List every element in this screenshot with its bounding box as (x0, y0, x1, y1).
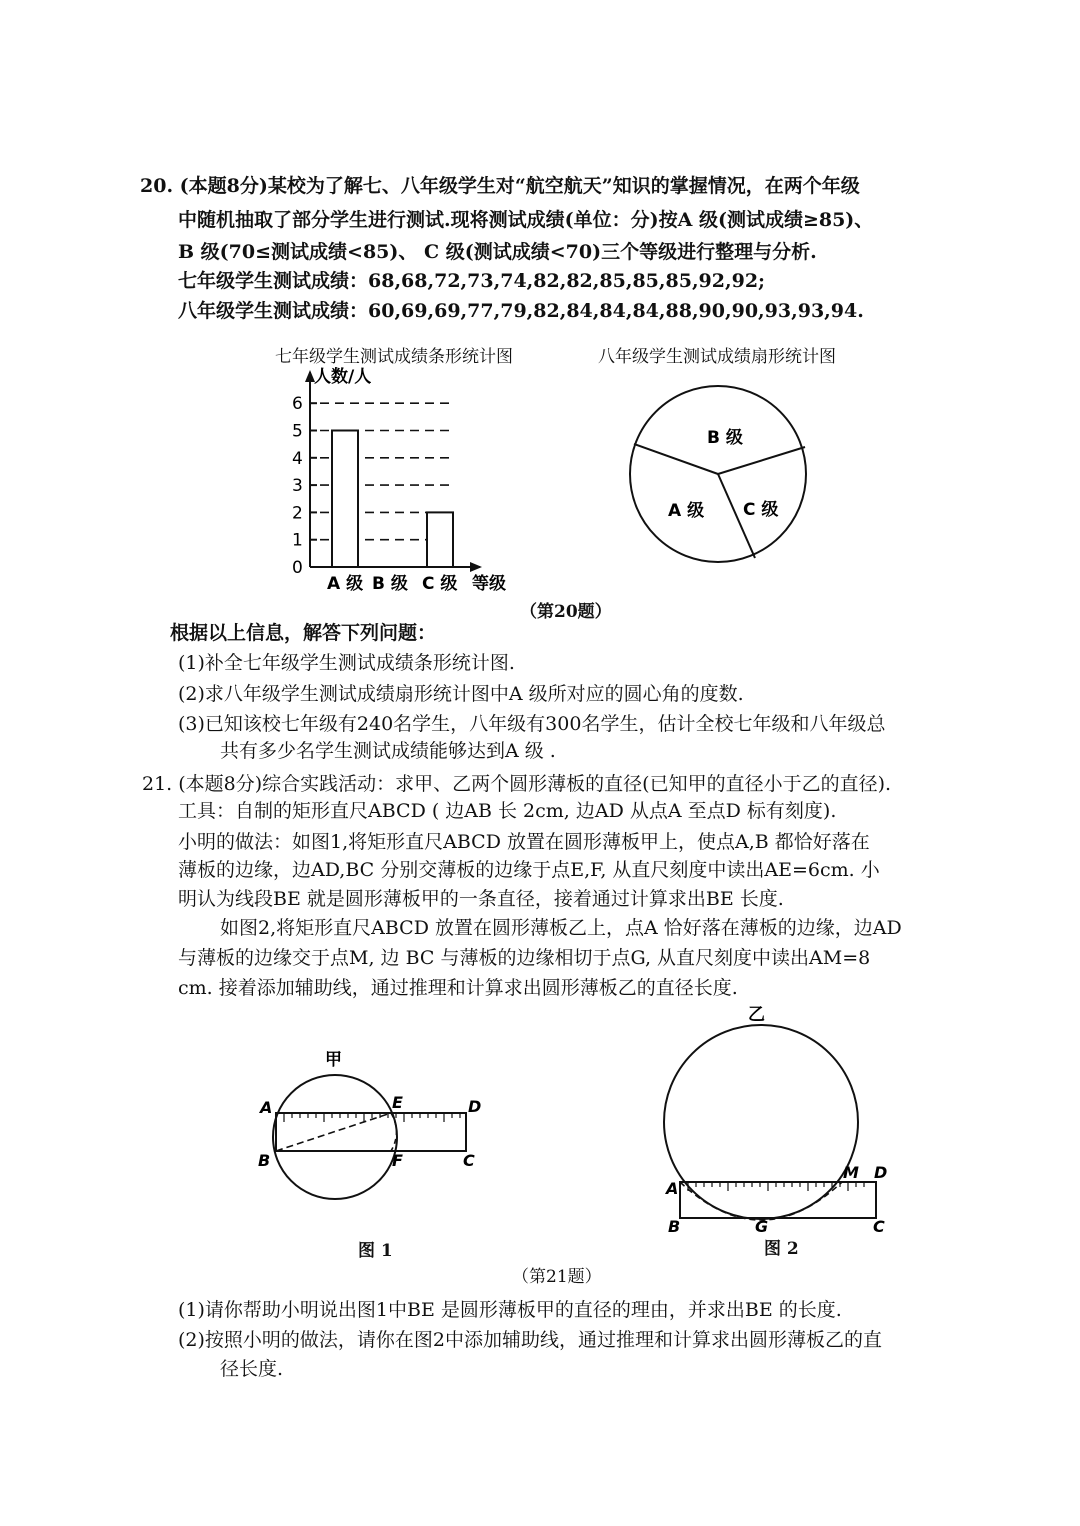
fig2-label-a: A (666, 1179, 679, 1198)
bar-chart (280, 362, 530, 597)
y-tick-label: 1 (292, 530, 303, 551)
x-axis-arrow (470, 562, 482, 572)
q21-line-3: 小明的做法：如图1,将矩形直尺ABCD 放置在圆形薄板甲上，使点A,B 都恰好落在 (178, 831, 870, 853)
fig1-title: 甲 (325, 1050, 342, 1070)
fig1-circle (273, 1075, 397, 1199)
category-label: C 级 (422, 574, 458, 594)
q21-line-5: 明认为线段BE 就是圆形薄板甲的一条直径，接着通过计算求出BE 长度. (178, 888, 784, 910)
fig1-label-f: F (392, 1151, 403, 1170)
q21-line-7: 与薄板的边缘交于点M, 边 BC 与薄板的边缘相切于点G, 从直尺刻度中读出AM=8 (178, 947, 871, 969)
bar (427, 512, 453, 567)
fig2-label-c: C (873, 1217, 885, 1236)
q21-question-2: (2)按照小明的做法，请你在图2中添加辅助线，通过推理和计算求出圆形薄板乙的直 (178, 1329, 883, 1351)
fig2-label-g: G (755, 1217, 769, 1236)
q20-question-3-cont: 共有多少名学生测试成绩能够达到A 级 . (220, 740, 556, 762)
q20-line-5: 八年级学生测试成绩：60,69,69,77,79,82,84,84,84,88,90,90,93,93,94. (178, 300, 864, 322)
q21-line-6: 如图2,将矩形直尺ABCD 放置在圆形薄板乙上，点A 恰好落在薄板的边缘，边AD (220, 917, 902, 939)
y-tick-label: 4 (292, 448, 303, 469)
q20-prompt: 根据以上信息，解答下列问题： (170, 622, 437, 644)
fig2-hidden-arc (680, 1182, 842, 1220)
q20-question-3: (3)已知该校七年级有240名学生，八年级有300名学生，估计全校七年级和八年级总 (178, 713, 886, 735)
category-label: A 级 (327, 574, 364, 594)
y-axis-label: 人数/人 (314, 367, 372, 387)
pie-label-a: A 级 (668, 501, 705, 521)
figure-1 (250, 1040, 500, 1220)
q21-line-4: 薄板的边缘，边AD,BC 分别交薄板的边缘于点E,F, 从直尺刻度中读出AE=6cm. 小 (178, 859, 880, 881)
fig2-circle (664, 1025, 858, 1219)
fig1-caption: 图 1 (358, 1241, 393, 1261)
q21-figure-caption: （第21题） (512, 1267, 602, 1287)
q21-line-1: 21. (本题8分)综合实践活动：求甲、乙两个圆形薄板的直径(已知甲的直径小于乙的直径). (142, 773, 892, 795)
figure-2 (660, 1000, 900, 1245)
q20-figure-caption: （第20题） (520, 602, 612, 622)
q20-question-1: (1)补全七年级学生测试成绩条形统计图. (178, 652, 515, 674)
q20-question-2: (2)求八年级学生测试成绩扇形统计图中A 级所对应的圆心角的度数. (178, 683, 744, 705)
category-label: B 级 (372, 574, 408, 594)
x-axis-label: 等级 (472, 574, 506, 594)
pie-label-c: C 级 (743, 500, 779, 520)
y-tick-label: 0 (292, 558, 303, 578)
pie-divider-ab (634, 444, 718, 474)
q20-line-1: 20. (本题8分)某校为了解七、八年级学生对“航空航天”知识的掌握情况，在两个年级 (140, 175, 860, 197)
bar (332, 431, 358, 568)
q21-question-2-cont: 径长度. (220, 1358, 284, 1380)
fig1-label-a: A (260, 1098, 273, 1117)
fig1-label-b: B (258, 1151, 271, 1170)
fig1-label-c: C (463, 1151, 475, 1170)
fig2-ruler-ticks (688, 1182, 864, 1191)
y-tick-label: 5 (292, 421, 303, 442)
fig1-ruler (276, 1113, 466, 1151)
fig1-segment-be (276, 1113, 391, 1151)
fig2-label-d: D (874, 1163, 888, 1182)
fig2-label-m: M (843, 1163, 859, 1182)
fig1-ruler-ticks (284, 1113, 460, 1122)
y-tick-label: 2 (292, 503, 303, 524)
pie-label-b: B 级 (707, 428, 743, 448)
pie-chart-title: 八年级学生测试成绩扇形统计图 (598, 347, 836, 367)
fig1-label-d: D (468, 1097, 482, 1116)
q20-line-3: B 级(70≤测试成绩<85)、 C 级(测试成绩<70)三个等级进行整理与分析. (178, 241, 817, 263)
fig2-title: 乙 (748, 1005, 765, 1025)
q21-line-8: cm. 接着添加辅助线，通过推理和计算求出圆形薄板乙的直径长度. (178, 977, 738, 999)
fig1-label-e: E (392, 1093, 403, 1112)
y-tick-label: 3 (292, 476, 303, 497)
pie-divider-bc (718, 447, 805, 474)
bar-chart-title: 七年级学生测试成绩条形统计图 (275, 347, 513, 367)
fig2-caption: 图 2 (764, 1239, 799, 1259)
pie-chart (625, 380, 815, 570)
fig2-label-b: B (668, 1217, 681, 1236)
q20-line-4: 七年级学生测试成绩：68,68,72,73,74,82,82,85,85,85,92,92; (178, 270, 766, 292)
fig2-ruler (680, 1182, 876, 1218)
q20-line-2: 中随机抽取了部分学生进行测试.现将测试成绩(单位：分)按A 级(测试成绩≥85)、 (178, 209, 874, 231)
q21-question-1: (1)请你帮助小明说出图1中BE 是圆形薄板甲的直径的理由，并求出BE 的长度. (178, 1299, 842, 1321)
y-tick-label: 6 (292, 394, 303, 415)
q21-line-2: 工具：自制的矩形直尺ABCD ( 边AB 长 2cm, 边AD 从点A 至点D 标有刻度). (178, 800, 837, 822)
